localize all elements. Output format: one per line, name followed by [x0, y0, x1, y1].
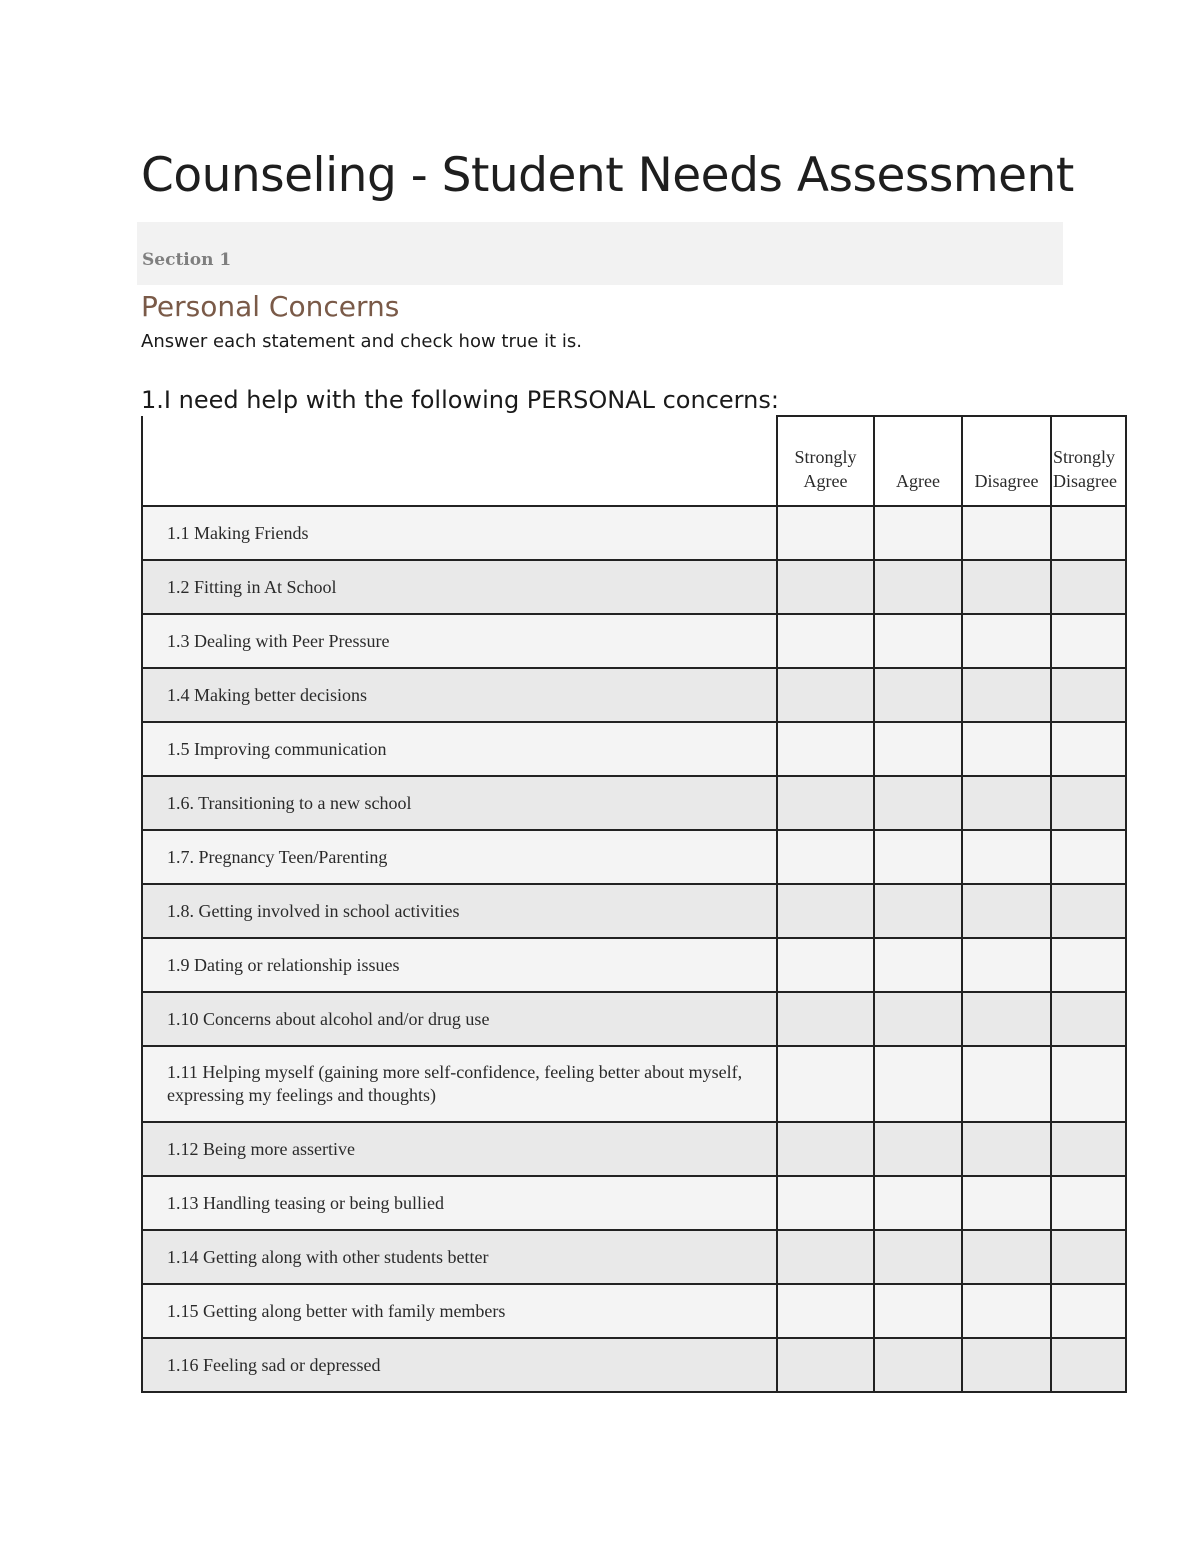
strongly-agree-checkbox-cell[interactable] — [777, 506, 874, 560]
table-row — [142, 992, 1126, 1046]
agree-checkbox-cell[interactable] — [874, 992, 962, 1046]
statement-cell: 1.16 Feeling sad or depressed — [142, 1338, 777, 1392]
header-strongly-disagree-line2: Disagree — [1053, 471, 1117, 491]
disagree-checkbox-cell[interactable] — [962, 614, 1051, 668]
strongly-disagree-checkbox-cell[interactable] — [1051, 992, 1126, 1046]
statement-cell: 1.6. Transitioning to a new school — [142, 776, 777, 830]
strongly-agree-checkbox-cell[interactable] — [777, 1046, 874, 1122]
disagree-checkbox-cell[interactable] — [962, 668, 1051, 722]
statement-cell: 1.5 Improving communication — [142, 722, 777, 776]
page-title: Counseling - Student Needs Assessment — [141, 148, 1074, 203]
table-row — [142, 1122, 1126, 1176]
strongly-disagree-checkbox-cell[interactable] — [1051, 938, 1126, 992]
table-row — [142, 884, 1126, 938]
strongly-disagree-checkbox-cell[interactable] — [1051, 776, 1126, 830]
table-row — [142, 830, 1126, 884]
agree-checkbox-cell[interactable] — [874, 1284, 962, 1338]
section-label: Section 1 — [142, 250, 232, 270]
strongly-disagree-checkbox-cell[interactable] — [1051, 722, 1126, 776]
disagree-checkbox-cell[interactable] — [962, 722, 1051, 776]
table-row — [142, 722, 1126, 776]
strongly-disagree-checkbox-cell[interactable] — [1051, 830, 1126, 884]
strongly-agree-checkbox-cell[interactable] — [777, 884, 874, 938]
table-row — [142, 560, 1126, 614]
statement-cell: 1.3 Dealing with Peer Pressure — [142, 614, 777, 668]
strongly-disagree-checkbox-cell[interactable] — [1051, 1122, 1126, 1176]
question-title: 1.I need help with the following PERSONAL concerns: — [141, 386, 779, 414]
header-strongly-agree-line1: Strongly — [794, 447, 857, 467]
statement-cell: 1.11 Helping myself (gaining more self-confidence, feeling better about myself, expressing my feelings and thoughts) — [142, 1046, 777, 1122]
agree-checkbox-cell[interactable] — [874, 1338, 962, 1392]
agree-checkbox-cell[interactable] — [874, 776, 962, 830]
strongly-agree-checkbox-cell[interactable] — [777, 614, 874, 668]
agree-checkbox-cell[interactable] — [874, 938, 962, 992]
statement-cell: 1.8. Getting involved in school activities — [142, 884, 777, 938]
strongly-agree-checkbox-cell[interactable] — [777, 668, 874, 722]
strongly-agree-checkbox-cell[interactable] — [777, 776, 874, 830]
disagree-checkbox-cell[interactable] — [962, 776, 1051, 830]
header-agree — [874, 416, 962, 506]
strongly-agree-checkbox-cell[interactable] — [777, 1176, 874, 1230]
agree-checkbox-cell[interactable] — [874, 560, 962, 614]
agree-checkbox-cell[interactable] — [874, 884, 962, 938]
strongly-disagree-checkbox-cell[interactable] — [1051, 506, 1126, 560]
strongly-agree-checkbox-cell[interactable] — [777, 1122, 874, 1176]
table-row — [142, 506, 1126, 560]
disagree-checkbox-cell[interactable] — [962, 884, 1051, 938]
agree-checkbox-cell[interactable] — [874, 668, 962, 722]
strongly-disagree-checkbox-cell[interactable] — [1051, 668, 1126, 722]
section-instructions: Answer each statement and check how true it is. — [141, 331, 582, 352]
section-heading: Personal Concerns — [141, 290, 400, 323]
header-disagree-label: Disagree — [974, 471, 1039, 491]
table-row — [142, 614, 1126, 668]
disagree-checkbox-cell[interactable] — [962, 1338, 1051, 1392]
strongly-agree-checkbox-cell[interactable] — [777, 560, 874, 614]
disagree-checkbox-cell[interactable] — [962, 1230, 1051, 1284]
header-strongly-agree-line2: Agree — [803, 471, 848, 491]
disagree-checkbox-cell[interactable] — [962, 938, 1051, 992]
header-disagree — [962, 416, 1051, 506]
rating-table-body — [142, 506, 1126, 1392]
agree-checkbox-cell[interactable] — [874, 1176, 962, 1230]
statement-cell: 1.14 Getting along with other students better — [142, 1230, 777, 1284]
strongly-disagree-checkbox-cell[interactable] — [1051, 1338, 1126, 1392]
table-row — [142, 1284, 1126, 1338]
table-row — [142, 1338, 1126, 1392]
agree-checkbox-cell[interactable] — [874, 1046, 962, 1122]
strongly-agree-checkbox-cell[interactable] — [777, 1284, 874, 1338]
table-row — [142, 938, 1126, 992]
section-banner — [137, 222, 1063, 285]
header-strongly-disagree — [1051, 416, 1126, 506]
strongly-disagree-checkbox-cell[interactable] — [1051, 1284, 1126, 1338]
disagree-checkbox-cell[interactable] — [962, 506, 1051, 560]
statement-cell: 1.13 Handling teasing or being bullied — [142, 1176, 777, 1230]
statement-cell: 1.2 Fitting in At School — [142, 560, 777, 614]
statement-cell: 1.4 Making better decisions — [142, 668, 777, 722]
strongly-agree-checkbox-cell[interactable] — [777, 1230, 874, 1284]
strongly-agree-checkbox-cell[interactable] — [777, 938, 874, 992]
strongly-disagree-checkbox-cell[interactable] — [1051, 1176, 1126, 1230]
disagree-checkbox-cell[interactable] — [962, 1176, 1051, 1230]
statement-cell: 1.10 Concerns about alcohol and/or drug use — [142, 992, 777, 1046]
table-header-row — [142, 416, 1126, 506]
disagree-checkbox-cell[interactable] — [962, 1122, 1051, 1176]
table-row — [142, 1230, 1126, 1284]
strongly-agree-checkbox-cell[interactable] — [777, 1338, 874, 1392]
strongly-agree-checkbox-cell[interactable] — [777, 722, 874, 776]
statement-cell: 1.1 Making Friends — [142, 506, 777, 560]
statement-cell: 1.9 Dating or relationship issues — [142, 938, 777, 992]
disagree-checkbox-cell[interactable] — [962, 560, 1051, 614]
table-row — [142, 668, 1126, 722]
agree-checkbox-cell[interactable] — [874, 1122, 962, 1176]
table-row — [142, 1176, 1126, 1230]
header-strongly-disagree-line1: Strongly — [1053, 447, 1116, 467]
agree-checkbox-cell[interactable] — [874, 1230, 962, 1284]
strongly-disagree-checkbox-cell[interactable] — [1051, 884, 1126, 938]
disagree-checkbox-cell[interactable] — [962, 830, 1051, 884]
strongly-disagree-checkbox-cell[interactable] — [1051, 1046, 1126, 1122]
agree-checkbox-cell[interactable] — [874, 614, 962, 668]
agree-checkbox-cell[interactable] — [874, 722, 962, 776]
table-row — [142, 776, 1126, 830]
disagree-checkbox-cell[interactable] — [962, 992, 1051, 1046]
header-statement-blank — [142, 416, 777, 506]
rating-table — [141, 415, 1127, 1393]
disagree-checkbox-cell[interactable] — [962, 1284, 1051, 1338]
agree-checkbox-cell[interactable] — [874, 830, 962, 884]
strongly-agree-checkbox-cell[interactable] — [777, 992, 874, 1046]
disagree-checkbox-cell[interactable] — [962, 1046, 1051, 1122]
strongly-disagree-checkbox-cell[interactable] — [1051, 1230, 1126, 1284]
strongly-disagree-checkbox-cell[interactable] — [1051, 614, 1126, 668]
header-strongly-agree — [777, 416, 874, 506]
agree-checkbox-cell[interactable] — [874, 506, 962, 560]
table-row — [142, 1046, 1126, 1122]
header-agree-label: Agree — [896, 471, 940, 491]
statement-cell: 1.7. Pregnancy Teen/Parenting — [142, 830, 777, 884]
strongly-agree-checkbox-cell[interactable] — [777, 830, 874, 884]
statement-cell: 1.15 Getting along better with family members — [142, 1284, 777, 1338]
strongly-disagree-checkbox-cell[interactable] — [1051, 560, 1126, 614]
statement-cell: 1.12 Being more assertive — [142, 1122, 777, 1176]
